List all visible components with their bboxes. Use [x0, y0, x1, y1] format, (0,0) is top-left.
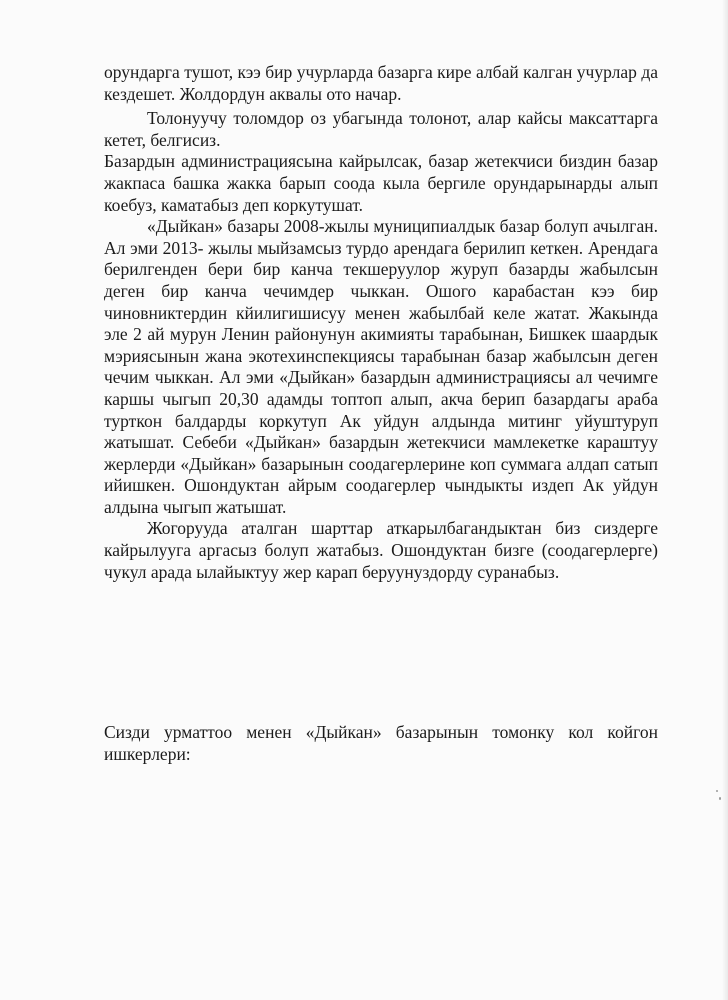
letter-body: [104, 62, 658, 583]
paragraph-request: Жогорууда аталган шарттар аткарылбагандыктан биз сиздерге кайрылууга аргасыз болуп жатабыз. Ошондуктан бизге (соодагерлерге) чукул арада ылайыктуу жер карап беруунуздорду суранабыз.: [104, 518, 658, 582]
scan-speck: [719, 797, 721, 800]
paragraph-market-history: «Дыйкан» базары 2008-жылы муниципиалдык базар болуп ачылган. Ал эми 2013- жылы мыйзамсыз турдо арендага берилип кеткен. Арендага берилгенден бери бир канча текшеруулор журуп базарды жабылсын деген бир канча чечимдер чыккан. Ошого карабастан кээ бир чиновниктердин кйилигишисуу менен жабылбай келе жатат. Жакында эле 2 ай мурун Ленин районунун акимияты тарабынан, Бишкек шаардык мэриясынын жана экотехинспекциясы тарабынан базар жабылсын деген чечим чыккан. Ал эми «Дыйкан» базардын администрациясы ал чечимге каршы чыгып 20,30 адамды топтоп алып, акча берип базардагы араба турткон балдарды коркутуп Ак уйдун алдында митинг уйуштуруп жатышат. Себеби «Дыйкан» базардын жетекчиси мамлекетке караштуу жерлерди «Дыйкан» базарынын соодагерлерине коп суммага алдап сатып ийишкен. Ошондуктан айрым соодагерлер чындыкты издеп Ак уйдун алдына чыгып жатышат.: [104, 216, 658, 517]
page-edge-shadow: [722, 0, 728, 1000]
scan-speck: [716, 790, 718, 792]
closing-signature-line: Сизди урматтоо менен «Дыйкан» базарынын томонку кол койгон ишкерлери:: [104, 722, 658, 764]
paragraph-administration: Базардын администрациясына кайрылсак, базар жетекчиси биздин базар жакпаса башка жакка барып соода кыла бергиле орундарынарды алып коебуз, каматабыз деп коркутушат.: [104, 151, 658, 215]
paragraph-continuation: орундарга тушот, кээ бир учурларда базарга кире албай калган учурлар да кездешет. Жолдордун аквалы ото начар.: [104, 62, 658, 104]
paragraph-fees: Толонуучу толомдор оз убагында толонот, алар кайсы максаттарга кетет, белгисиз.: [104, 108, 658, 150]
